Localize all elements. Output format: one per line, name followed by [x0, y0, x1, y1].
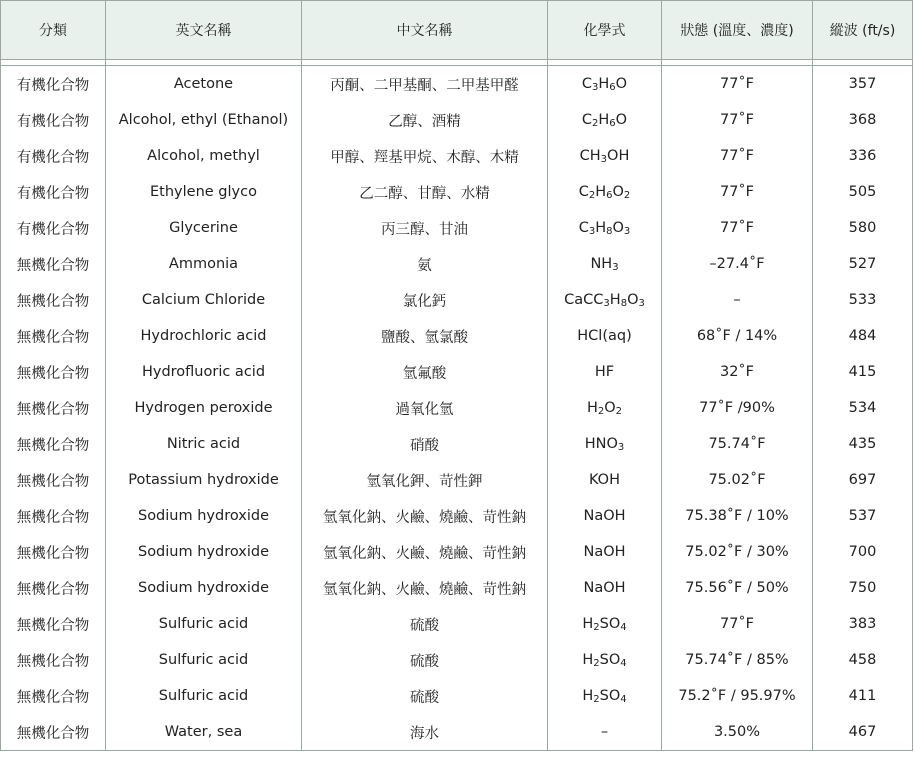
cell-category: 無機化合物	[0, 714, 106, 751]
formula-subscript: 3	[603, 297, 610, 309]
formula-subscript: 6	[606, 189, 613, 201]
cell-category: 有機化合物	[0, 174, 106, 210]
formula-element: SO	[599, 687, 621, 704]
cell-velocity: 458	[813, 642, 913, 678]
cell-chinese-name: 乙二醇、甘醇、水精	[302, 174, 548, 210]
cell-velocity: 484	[813, 318, 913, 354]
cell-state: 77˚F	[662, 606, 813, 642]
cell-english-name: Hydrogen peroxide	[106, 390, 302, 426]
formula-element: C	[578, 219, 589, 236]
cell-chinese-name: 氫氟酸	[302, 354, 548, 390]
formula-element: O	[627, 291, 639, 308]
cell-english-name: Alcohol, ethyl (Ethanol)	[106, 102, 302, 138]
cell-chinese-name: 氯化鈣	[302, 282, 548, 318]
formula-subscript: 4	[620, 621, 627, 633]
cell-english-name: Sodium hydroxide	[106, 534, 302, 570]
cell-chinese-name: 氨	[302, 246, 548, 282]
cell-english-name: Ethylene glyco	[106, 174, 302, 210]
formula-element: O	[604, 399, 616, 416]
cell-chinese-name: 丙酮、二甲基酮、二甲基甲醛	[302, 66, 548, 102]
formula-subscript: 2	[593, 693, 600, 705]
cell-state: –	[662, 282, 813, 318]
header-english-name: 英文名稱	[106, 0, 302, 60]
cell-category: 無機化合物	[0, 642, 106, 678]
formula-subscript: 6	[609, 117, 616, 129]
formula-element: CaCC	[564, 291, 604, 308]
formula-subscript: 3	[638, 297, 645, 309]
cell-english-name: Sodium hydroxide	[106, 570, 302, 606]
header-velocity: 縱波 (ft/s)	[813, 0, 913, 60]
formula-element: H	[598, 75, 610, 92]
formula-subscript: 2	[615, 405, 623, 417]
cell-chinese-name: 乙醇、酒精	[302, 102, 548, 138]
cell-category: 無機化合物	[0, 390, 106, 426]
table-row	[0, 642, 913, 678]
formula-subscript: 2	[593, 657, 600, 669]
header-chinese-name: 中文名稱	[302, 0, 548, 60]
formula-element: C	[581, 111, 593, 128]
formula-element: NaOH	[583, 508, 626, 524]
cell-formula	[548, 66, 662, 102]
cell-state: 75.38˚F / 10%	[662, 498, 813, 534]
cell-state: 75.2˚F / 95.97%	[662, 678, 813, 714]
cell-velocity: 435	[813, 426, 913, 462]
formula-subscript: 6	[609, 81, 616, 93]
cell-chinese-name: 丙三醇、甘油	[302, 210, 548, 246]
cell-state: 77˚F	[662, 102, 813, 138]
formula-subscript: 4	[620, 657, 627, 669]
cell-chinese-name: 氫氧化鈉、火鹼、燒鹼、苛性鈉	[302, 570, 548, 606]
table-row	[0, 210, 913, 246]
formula-element: C	[578, 183, 589, 200]
cell-category: 有機化合物	[0, 66, 106, 102]
cell-state: 32˚F	[662, 354, 813, 390]
formula-element: H	[598, 111, 610, 128]
formula-element: O	[612, 183, 624, 200]
cell-state: 75.02˚F / 30%	[662, 534, 813, 570]
table-row	[0, 678, 913, 714]
cell-category: 無機化合物	[0, 678, 106, 714]
cell-velocity: 750	[813, 570, 913, 606]
table-row	[0, 498, 913, 534]
table-row	[0, 318, 913, 354]
cell-state: 77˚F	[662, 210, 813, 246]
formula-subscript: 3	[600, 153, 608, 165]
cell-chinese-name: 氫氧化鈉、火鹼、燒鹼、苛性鈉	[302, 498, 548, 534]
cell-chinese-name: 氫氧化鈉、火鹼、燒鹼、苛性鈉	[302, 534, 548, 570]
cell-english-name: Water, sea	[106, 714, 302, 751]
cell-category: 有機化合物	[0, 210, 106, 246]
header-formula: 化學式	[548, 0, 662, 60]
cell-velocity: 357	[813, 66, 913, 102]
cell-english-name: Ammonia	[106, 246, 302, 282]
cell-state: –27.4˚F	[662, 246, 813, 282]
formula-element: NH	[590, 255, 613, 272]
cell-category: 無機化合物	[0, 570, 106, 606]
formula-subscript: 3	[612, 261, 619, 273]
table-row	[0, 390, 913, 426]
formula-element: KOH	[588, 472, 621, 488]
cell-formula	[548, 246, 662, 282]
cell-english-name: Acetone	[106, 66, 302, 102]
cell-english-name: Sulfuric acid	[106, 678, 302, 714]
cell-formula	[548, 390, 662, 426]
formula-subscript: 3	[623, 225, 631, 237]
formula-subscript: 3	[588, 225, 596, 237]
cell-formula	[548, 138, 662, 174]
formula-element: H	[595, 183, 607, 200]
table-row	[0, 282, 913, 318]
formula-subscript: 8	[620, 297, 628, 309]
cell-formula	[548, 210, 662, 246]
cell-category: 有機化合物	[0, 138, 106, 174]
formula-element: OH	[607, 147, 630, 164]
cell-category: 無機化合物	[0, 318, 106, 354]
cell-velocity: 415	[813, 354, 913, 390]
cell-category: 無機化合物	[0, 282, 106, 318]
cell-velocity: 697	[813, 462, 913, 498]
formula-subscript: 4	[620, 693, 627, 705]
cell-chinese-name: 氫氧化鉀、苛性鉀	[302, 462, 548, 498]
cell-velocity: 580	[813, 210, 913, 246]
table-row	[0, 354, 913, 390]
formula-element: NaOH	[583, 544, 626, 560]
formula-subscript: 2	[597, 405, 605, 417]
cell-state: 77˚F	[662, 174, 813, 210]
formula-element: NaOH	[583, 580, 626, 596]
cell-formula	[548, 498, 662, 534]
cell-english-name: Alcohol, methyl	[106, 138, 302, 174]
table-row	[0, 174, 913, 210]
cell-velocity: 411	[813, 678, 913, 714]
formula-element: C	[581, 75, 593, 92]
formula-element: SO	[599, 615, 621, 632]
formula-subscript: 3	[617, 441, 625, 453]
table-body	[0, 60, 913, 751]
cell-chinese-name: 甲醇、羥基甲烷、木醇、木精	[302, 138, 548, 174]
cell-formula	[548, 570, 662, 606]
cell-category: 無機化合物	[0, 498, 106, 534]
cell-formula	[548, 462, 662, 498]
table-row	[0, 102, 913, 138]
cell-english-name: Hydrofluoric acid	[106, 354, 302, 390]
formula-element: O	[615, 75, 628, 92]
cell-state: 77˚F	[662, 66, 813, 102]
formula-element: H	[609, 291, 621, 308]
cell-velocity: 368	[813, 102, 913, 138]
cell-velocity: 383	[813, 606, 913, 642]
cell-english-name: Hydrochloric acid	[106, 318, 302, 354]
cell-category: 無機化合物	[0, 462, 106, 498]
formula-element: HNO	[584, 435, 618, 452]
table-row	[0, 534, 913, 570]
formula-element: H	[595, 219, 607, 236]
cell-english-name: Potassium hydroxide	[106, 462, 302, 498]
cell-category: 無機化合物	[0, 534, 106, 570]
cell-chinese-name: 硫酸	[302, 606, 548, 642]
cell-chinese-name: 過氧化氫	[302, 390, 548, 426]
table-row	[0, 714, 913, 751]
cell-english-name: Sulfuric acid	[106, 642, 302, 678]
cell-formula	[548, 606, 662, 642]
cell-formula	[548, 102, 662, 138]
cell-category: 無機化合物	[0, 606, 106, 642]
table-header-row	[0, 0, 913, 60]
formula-element: O	[612, 219, 624, 236]
table-row	[0, 426, 913, 462]
cell-english-name: Sodium hydroxide	[106, 498, 302, 534]
formula-subscript: 2	[592, 117, 599, 129]
formula-element: –	[600, 724, 609, 740]
cell-formula	[548, 318, 662, 354]
cell-state: 75.74˚F / 85%	[662, 642, 813, 678]
cell-state: 68˚F / 14%	[662, 318, 813, 354]
cell-english-name: Nitric acid	[106, 426, 302, 462]
formula-element: H	[582, 651, 594, 668]
cell-state: 77˚F	[662, 138, 813, 174]
table-row	[0, 462, 913, 498]
cell-category: 有機化合物	[0, 102, 106, 138]
cell-formula	[548, 534, 662, 570]
cell-state: 77˚F /90%	[662, 390, 813, 426]
formula-element: CH	[579, 147, 601, 164]
formula-subscript: 2	[623, 189, 631, 201]
formula-element: HCl(aq)	[577, 328, 632, 344]
cell-formula	[548, 174, 662, 210]
formula-subscript: 2	[593, 621, 600, 633]
cell-formula	[548, 678, 662, 714]
formula-subscript: 2	[588, 189, 596, 201]
cell-formula	[548, 282, 662, 318]
cell-english-name: Sulfuric acid	[106, 606, 302, 642]
cell-velocity: 537	[813, 498, 913, 534]
cell-formula	[548, 714, 662, 751]
cell-chinese-name: 鹽酸、氫氯酸	[302, 318, 548, 354]
formula-element: H	[582, 687, 594, 704]
formula-element: O	[615, 111, 628, 128]
cell-formula	[548, 354, 662, 390]
formula-subscript: 3	[592, 81, 599, 93]
cell-english-name: Calcium Chloride	[106, 282, 302, 318]
cell-velocity: 534	[813, 390, 913, 426]
cell-category: 無機化合物	[0, 426, 106, 462]
cell-velocity: 336	[813, 138, 913, 174]
cell-chinese-name: 硫酸	[302, 678, 548, 714]
cell-velocity: 533	[813, 282, 913, 318]
formula-element: H	[582, 615, 594, 632]
cell-velocity: 527	[813, 246, 913, 282]
cell-state: 75.74˚F	[662, 426, 813, 462]
table-row	[0, 246, 913, 282]
cell-formula	[548, 642, 662, 678]
table-row	[0, 606, 913, 642]
cell-state: 75.02˚F	[662, 462, 813, 498]
cell-formula	[548, 426, 662, 462]
cell-chinese-name: 海水	[302, 714, 548, 751]
table-row	[0, 570, 913, 606]
cell-velocity: 505	[813, 174, 913, 210]
cell-velocity: 700	[813, 534, 913, 570]
cell-velocity: 467	[813, 714, 913, 751]
formula-subscript: 8	[606, 225, 613, 237]
cell-state: 75.56˚F / 50%	[662, 570, 813, 606]
table-row	[0, 138, 913, 174]
cell-category: 無機化合物	[0, 354, 106, 390]
header-state: 狀態 (溫度、濃度)	[662, 0, 813, 60]
cell-english-name: Glycerine	[106, 210, 302, 246]
formula-element: SO	[599, 651, 621, 668]
cell-chinese-name: 硝酸	[302, 426, 548, 462]
cell-state: 3.50%	[662, 714, 813, 751]
table-row	[0, 66, 913, 102]
cell-category: 無機化合物	[0, 246, 106, 282]
header-category: 分類	[0, 0, 106, 60]
cell-chinese-name: 硫酸	[302, 642, 548, 678]
formula-element: HF	[594, 364, 615, 380]
formula-element: H	[586, 399, 598, 416]
